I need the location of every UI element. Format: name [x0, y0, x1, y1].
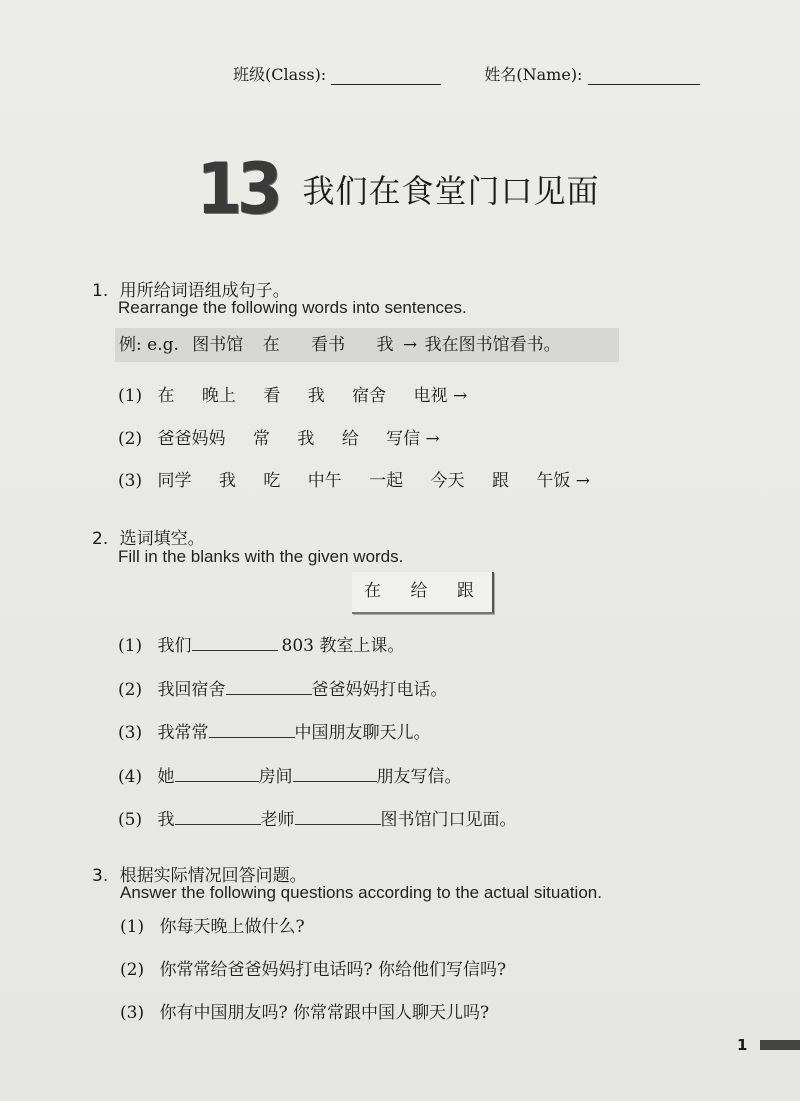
word: 看 — [263, 386, 281, 406]
section3-title-en: Answer the following questions according to the actual situation. — [120, 883, 602, 902]
arrow: → — [452, 386, 468, 406]
word-bank-item: 给 — [410, 581, 434, 601]
sentence-part: 房间 — [258, 767, 293, 787]
section1-title-cn: 用所给词语组成句子。 — [119, 281, 290, 301]
question-text: 你常常给爸爸妈妈打电话吗? 你给他们写信吗? — [159, 960, 507, 980]
arrow: → — [425, 429, 440, 449]
arrow: → — [575, 471, 590, 491]
item-number: (4) — [118, 767, 143, 787]
question-text: 你有中国朋友吗? 你常常跟中国人聊天儿吗? — [159, 1003, 490, 1023]
sentence-part: 803 教室上课。 — [281, 636, 405, 656]
question-text: 你每天晚上做什么? — [159, 917, 305, 937]
word: 写信 — [386, 429, 421, 449]
answer-blank[interactable] — [175, 765, 259, 782]
example-box — [115, 328, 619, 362]
arrow: → — [402, 335, 418, 355]
list-item — [118, 675, 448, 700]
word: 电视 — [413, 386, 448, 406]
list-item — [118, 381, 467, 406]
word: 我 — [297, 429, 315, 449]
list-item — [118, 466, 590, 491]
item-number: (3) — [120, 1003, 145, 1023]
word: 中午 — [307, 471, 342, 491]
answer-blank[interactable] — [293, 765, 377, 782]
example-word: 在 — [262, 335, 280, 355]
example-word: 看书 — [311, 335, 346, 355]
sentence-part: 中国朋友聊天儿。 — [294, 723, 431, 743]
item-number: (2) — [118, 429, 143, 449]
item-number: (1) — [118, 386, 143, 406]
page-marker-bar — [760, 1040, 800, 1050]
answer-blank[interactable] — [295, 808, 381, 825]
word: 跟 — [491, 471, 509, 491]
word: 一起 — [369, 471, 404, 491]
word: 常 — [252, 429, 270, 449]
list-item — [118, 424, 440, 449]
sentence-part: 我们 — [157, 636, 192, 656]
sentence-part: 老师 — [260, 810, 295, 830]
item-number: (3) — [118, 723, 143, 743]
list-item — [120, 955, 506, 980]
word: 我 — [218, 471, 236, 491]
word: 宿舍 — [352, 386, 387, 406]
word: 吃 — [263, 471, 281, 491]
sentence-part: 朋友写信。 — [376, 767, 462, 787]
section2-number: 2. — [92, 529, 109, 549]
lesson-number: 13 — [196, 148, 278, 230]
list-item — [118, 631, 404, 656]
sentence-part: 我 — [157, 810, 175, 830]
word-bank-box — [352, 572, 494, 614]
section3-number: 3. — [92, 866, 109, 886]
lesson-title: 我们在食堂门口见面 — [302, 172, 600, 210]
word: 午饭 — [536, 471, 571, 491]
section1-number: 1. — [92, 281, 109, 301]
section2-title-cn: 选词填空。 — [119, 529, 205, 549]
list-item — [118, 762, 462, 787]
answer-blank[interactable] — [209, 721, 295, 738]
sentence-part: 她 — [157, 767, 175, 787]
list-item — [118, 718, 431, 743]
answer-blank[interactable] — [192, 634, 278, 651]
item-number: (1) — [118, 636, 143, 656]
name-label: 姓名(Name): — [484, 65, 583, 84]
page-number: 1 — [737, 1036, 748, 1054]
item-number: (1) — [120, 917, 145, 937]
word-bank-item: 跟 — [456, 581, 480, 601]
example-answer: 我在图书馆看书。 — [424, 335, 561, 355]
section2-heading — [92, 524, 205, 549]
class-field[interactable] — [331, 68, 441, 85]
list-item — [118, 805, 517, 830]
example-word: 我 — [376, 335, 394, 355]
sentence-part: 我常常 — [157, 723, 209, 743]
list-item — [120, 912, 305, 937]
answer-blank[interactable] — [175, 808, 261, 825]
word: 同学 — [157, 471, 192, 491]
word: 爸爸妈妈 — [157, 429, 226, 449]
name-field[interactable] — [588, 68, 700, 85]
section3-title-cn: 根据实际情况回答问题。 — [119, 866, 307, 886]
sentence-part: 我回宿舍 — [157, 680, 226, 700]
item-number: (2) — [118, 680, 143, 700]
item-number: (5) — [118, 810, 143, 830]
word: 给 — [341, 429, 359, 449]
student-info-header — [233, 62, 700, 85]
lesson-heading — [194, 148, 600, 230]
word: 今天 — [430, 471, 465, 491]
word: 晚上 — [201, 386, 236, 406]
item-number: (3) — [118, 471, 143, 491]
section2-title-en: Fill in the blanks with the given words. — [118, 547, 404, 566]
class-label: 班级(Class): — [233, 65, 327, 84]
word-bank-item: 在 — [364, 581, 388, 601]
answer-blank[interactable] — [226, 678, 312, 695]
section1-title-en: Rearrange the following words into sentences. — [118, 298, 467, 317]
word: 我 — [307, 386, 325, 406]
sentence-part: 爸爸妈妈打电话。 — [311, 680, 448, 700]
list-item — [120, 998, 489, 1023]
sentence-part: 图书馆门口见面。 — [380, 810, 517, 830]
example-prefix: 例: e.g. — [119, 335, 179, 355]
word: 在 — [157, 386, 175, 406]
item-number: (2) — [120, 960, 145, 980]
example-word: 图书馆 — [192, 335, 244, 355]
